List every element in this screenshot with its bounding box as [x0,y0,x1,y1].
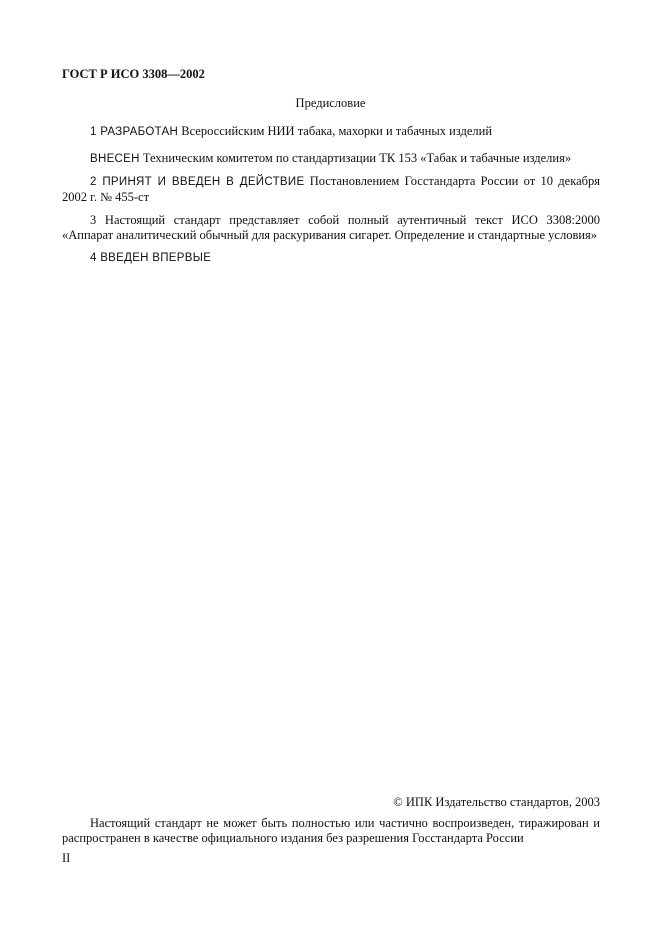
paragraph-iso-text: 3 Настоящий стандарт представляет собой полный аутентичный текст ИСО 3308:2000 «Аппарат аналитический обычный для раскуривания сигарет. Определение и стандартные условия» [62,213,600,242]
paragraph-text: Техническим комитетом по стандартизации ТК 153 «Табак и табачные изделия» [139,151,572,165]
page-number: II [62,851,71,865]
paragraph-lead: 2 ПРИНЯТ И ВВЕДЕН В ДЕЙСТВИЕ [90,176,305,188]
paragraph-lead: ВНЕСЕН [90,153,140,165]
paragraph-text: Всероссийским НИИ табака, махорки и табачных изделий [178,124,493,138]
paragraph-developed-by [62,124,600,140]
paragraph-lead: 1 РАЗРАБОТАН [90,126,179,138]
paragraph-adopted [62,174,600,205]
paragraph-introduced-by [62,151,600,167]
document-header: ГОСТ Р ИСО 3308—2002 [62,67,205,81]
section-title: Предисловие [295,96,366,110]
copyright-line: © ИПК Издательство стандартов, 2003 [393,795,600,809]
paragraph-text: Постановлением Госстандарта России от 10 декабря 2002 г. № 455-ст [62,174,600,204]
reproduction-notice: Настоящий стандарт не может быть полностью или частично воспроизведен, тиражирован и распространен в качестве официального издания без разрешения Госстандарта России [62,816,600,845]
paragraph-introduced-first: 4 ВВЕДЕН ВПЕРВЫЕ [90,252,212,264]
